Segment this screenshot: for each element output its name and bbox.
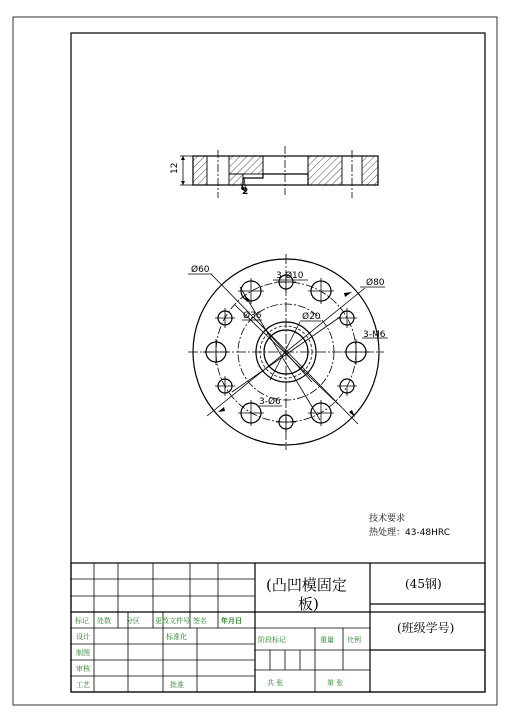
plan-view [188, 254, 388, 450]
tb-sheets-total: 共 张 [267, 679, 284, 687]
tb-zone: 分区 [126, 617, 140, 625]
label-d10: 3-Ø10 [276, 271, 304, 281]
label-m6: 3-M6 [363, 330, 386, 340]
tb-sheet-no: 第 张 [327, 679, 344, 687]
label-d36: Ø36 [243, 311, 262, 321]
tb-check: 审核 [76, 665, 90, 673]
technical-notes [369, 512, 450, 538]
tb-approve: 批准 [170, 681, 184, 689]
label-d60: Ø60 [191, 265, 210, 275]
tb-signature: 签名 [193, 617, 207, 625]
part-name-line1: (凸凹模固定 [266, 576, 347, 594]
tb-count: 处数 [97, 617, 111, 625]
tb-mark: 标记 [75, 617, 89, 625]
tb-standardize: 标准化 [166, 633, 187, 641]
label-d6: 3-Ø6 [259, 397, 281, 407]
label-d80: Ø80 [366, 278, 385, 288]
title-block [71, 563, 485, 692]
label-d20: Ø20 [302, 312, 321, 322]
notes-title: 技术要求 [369, 514, 406, 524]
material-label: (45钢) [405, 577, 442, 591]
class-id-label: (班级学号) [397, 621, 455, 635]
tb-weight: 重量 [320, 636, 334, 644]
section-mark: 2 [242, 187, 249, 197]
thickness-label: 12 [170, 162, 180, 174]
tb-stage-mark: 阶段标记 [258, 636, 286, 644]
notes-heat-treatment: 热处理：43-48HRC [369, 528, 451, 538]
tb-design: 设计 [76, 633, 90, 641]
part-name-line2: 板) [298, 595, 319, 613]
tb-scale: 比例 [347, 636, 361, 644]
tb-change-doc: 更改文件号 [155, 617, 190, 625]
tb-draw: 制图 [76, 649, 90, 657]
tb-process: 工艺 [76, 681, 90, 689]
section-view [170, 146, 378, 198]
tb-date: 年月日 [221, 617, 242, 625]
